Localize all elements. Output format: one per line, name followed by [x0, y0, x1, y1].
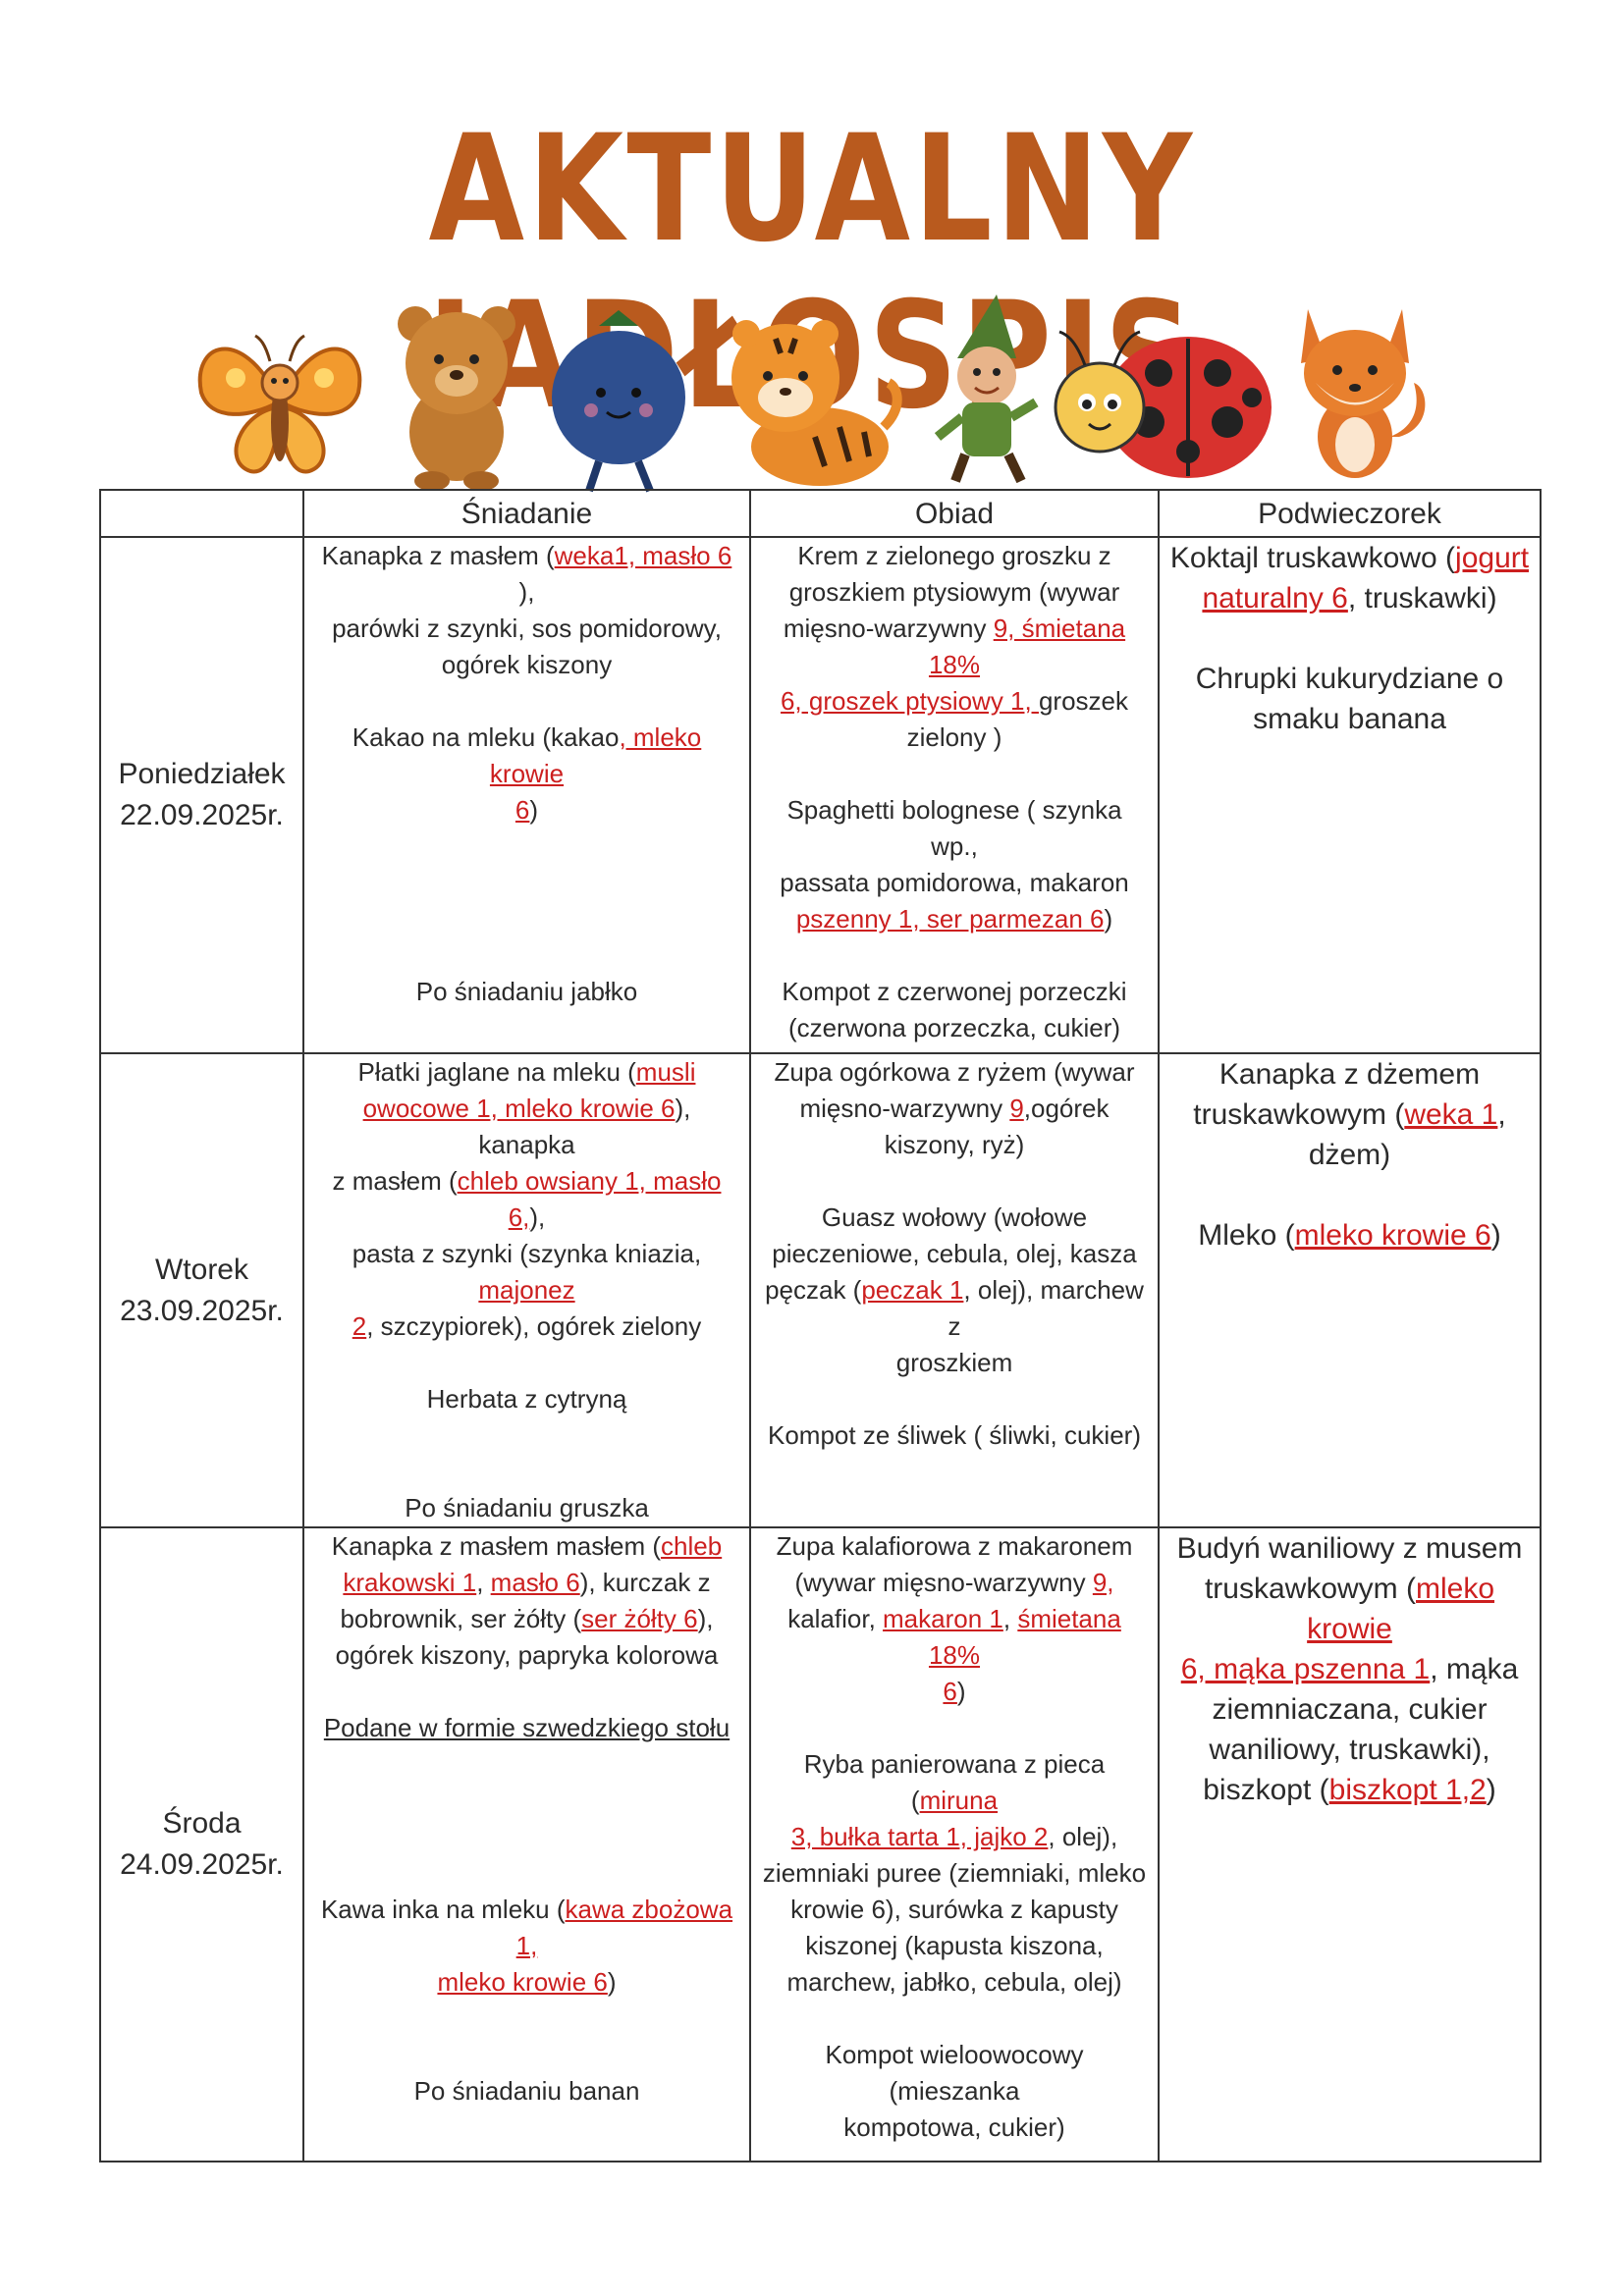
menu-text: , truskawki) [1347, 582, 1497, 614]
menu-text: , mąka [1430, 1653, 1519, 1685]
lunch-cell [750, 1527, 1159, 2162]
menu-text: mięsno-warzywny [783, 614, 994, 643]
allergen-text: 9, [1092, 1568, 1114, 1597]
menu-text: Płatki jaglane na mleku ( [357, 1057, 636, 1087]
menu-text: krowie 6), surówka z kapusty [790, 1895, 1118, 1924]
menu-text: Zupa kalafiorowa z makaronem [776, 1531, 1133, 1561]
menu-text: zielony ) [906, 722, 1002, 752]
menu-text: ), kanapka [478, 1094, 691, 1159]
table-row [100, 537, 1541, 1053]
menu-text: truskawkowym ( [1204, 1573, 1416, 1605]
allergen-text: musli [635, 1057, 696, 1087]
menu-text: ) [1486, 1774, 1496, 1806]
menu-text: ,ogórek [1023, 1094, 1110, 1123]
header-lunch: Obiad [750, 490, 1159, 537]
menu-text: Krem z zielonego groszku z [797, 541, 1111, 570]
menu-text: Kompot wieloowocowy (mieszanka [825, 2040, 1084, 2106]
allergen-text: 6 [943, 1677, 957, 1706]
menu-text: Po śniadaniu banan [413, 2076, 640, 2106]
allergen-text: śmietana 18% [928, 1604, 1121, 1670]
allergen-text: kawa zbożowa 1, [515, 1895, 733, 1960]
butterfly-icon [182, 304, 378, 501]
menu-text: passata pomidorowa, makaron [780, 868, 1129, 897]
menu-text: marchew, jabłko, cebula, olej) [786, 1967, 1122, 1997]
menu-text: kiszony, ryż) [884, 1130, 1025, 1159]
menu-text: Ryba panierowana z pieca ( [803, 1749, 1106, 1815]
blueberry-icon [540, 304, 697, 501]
menu-text: Kompot ze śliwek ( śliwki, cukier) [768, 1420, 1141, 1450]
menu-text: pasta z szynki (szynka kniazia, [352, 1239, 702, 1268]
allergen-text: masło 6 [490, 1568, 580, 1597]
menu-text: z masłem ( [332, 1166, 458, 1196]
menu-text: ) [1104, 904, 1113, 934]
menu-text: ) [529, 795, 539, 825]
menu-text: Spaghetti bolognese ( szynka wp., [786, 795, 1122, 861]
page-title: AKTUALNY [428, 104, 1196, 275]
header-empty-cell [100, 490, 303, 537]
menu-text: dżem) [1308, 1139, 1391, 1171]
menu-text: Budyń waniliowy z musem [1176, 1532, 1523, 1565]
allergen-text: jogurt [1455, 542, 1530, 574]
menu-text: parówki z szynki, sos pomidorowy, [332, 614, 722, 643]
day-name: Środa [162, 1807, 242, 1840]
table-row [100, 1527, 1541, 2162]
menu-text: waniliowy, truskawki), [1209, 1734, 1490, 1766]
menu-text: , [1497, 1098, 1506, 1131]
menu-text: ziemniaczana, cukier [1212, 1693, 1488, 1726]
menu-text: biszkopt ( [1203, 1774, 1329, 1806]
tiger-icon [717, 299, 903, 496]
allergen-text: weka 1 [1404, 1098, 1498, 1131]
menu-text: Kanapka z masłem ( [321, 541, 555, 570]
allergen-text: peczak 1 [861, 1275, 964, 1305]
menu-text: truskawkowym ( [1193, 1098, 1405, 1131]
allergen-text: miruna [919, 1786, 999, 1815]
day-date: 22.09.2025r. [120, 799, 284, 831]
table-row [100, 1053, 1541, 1527]
menu-text: Kanapka z masłem masłem ( [331, 1531, 662, 1561]
allergen-text: biszkopt 1,2 [1328, 1774, 1487, 1806]
header-breakfast: Śniadanie [303, 490, 750, 537]
day-date: 24.09.2025r. [120, 1848, 284, 1881]
serving-note: Podane w formie szwedzkiego stołu [323, 1713, 731, 1742]
day-name: Wtorek [154, 1253, 248, 1286]
menu-text: ), kurczak z [579, 1568, 711, 1597]
allergen-text: pszenny 1, ser parmezan 6 [795, 904, 1105, 934]
menu-text: Zupa ogórkowa z ryżem (wywar [774, 1057, 1135, 1087]
menu-text: Kawa inka na mleku ( [320, 1895, 566, 1924]
menu-text: kalafior, [787, 1604, 884, 1633]
allergen-text: mleko krowie 6 [1294, 1219, 1491, 1252]
menu-text: kiszonej (kapusta kiszona, [805, 1931, 1104, 1960]
allergen-text: krakowski 1 [343, 1568, 477, 1597]
allergen-text: 9, śmietana 18% [928, 614, 1126, 679]
gnome-icon [918, 290, 1056, 486]
menu-text: Kakao na mleku (kakao [352, 722, 620, 752]
menu-text: , szczypiorek), ogórek zielony [366, 1311, 702, 1341]
allergen-text: owocowe 1, mleko krowie 6 [362, 1094, 676, 1123]
allergen-text: chleb [661, 1531, 723, 1561]
breakfast-cell [303, 1053, 750, 1527]
menu-text: (wywar mięsno-warzywny [794, 1568, 1093, 1597]
menu-text: ) [956, 1677, 966, 1706]
menu-text: ) [607, 1967, 617, 1997]
menu-text: Kanapka z dżemem [1218, 1058, 1481, 1091]
mascot-row [0, 285, 1624, 491]
menu-text: bobrownik, ser żółty ( [340, 1604, 582, 1633]
menu-text: pęczak ( [765, 1275, 862, 1305]
table-header-row [100, 490, 1541, 537]
menu-text: Herbata z cytryną [426, 1384, 627, 1414]
menu-text: ogórek kiszony, papryka kolorowa [335, 1640, 719, 1670]
allergen-text: 2 [352, 1311, 367, 1341]
allergen-text: mleko krowie [1307, 1573, 1495, 1645]
allergen-text: majonez [478, 1275, 575, 1305]
allergen-text: chleb owsiany 1, masło 6, [457, 1166, 722, 1232]
day-cell [100, 537, 303, 1053]
menu-text: kompotowa, cukier) [843, 2112, 1065, 2142]
breakfast-cell [303, 1527, 750, 2162]
menu-text: Po śniadaniu gruszka [405, 1493, 649, 1522]
menu-text: Koktajl truskawkowo ( [1169, 542, 1456, 574]
day-date: 23.09.2025r. [120, 1294, 284, 1327]
allergen-text: naturalny 6 [1202, 582, 1348, 614]
menu-text: , [476, 1568, 491, 1597]
menu-text: ziemniaki puree (ziemniaki, mleko [762, 1858, 1147, 1888]
fox-icon [1286, 290, 1434, 486]
allergen-text: 6, groszek ptysiowy 1, [780, 686, 1039, 716]
menu-text: ), [529, 1202, 546, 1232]
lunch-cell [750, 1053, 1159, 1527]
menu-text: , olej), marchew z [947, 1275, 1144, 1341]
menu-text: Kompot z czerwonej porzeczki [782, 977, 1127, 1006]
menu-text: groszkiem [895, 1348, 1013, 1377]
allergen-text: 6, mąka pszenna 1 [1180, 1653, 1431, 1685]
breakfast-cell [303, 537, 750, 1053]
allergen-text: 6 [514, 795, 530, 825]
menu-text: ogórek kiszony [441, 650, 613, 679]
menu-text: , [1002, 1604, 1018, 1633]
snack-cell [1159, 1527, 1541, 2162]
lunch-cell [750, 537, 1159, 1053]
snack-cell [1159, 537, 1541, 1053]
menu-text: , olej), [1048, 1822, 1118, 1851]
menu-text: ) [1490, 1219, 1501, 1252]
allergen-text: makaron 1 [883, 1604, 1003, 1633]
allergen-text: 3, bułka tarta 1, jajko 2 [790, 1822, 1049, 1851]
menu-text: mięsno-warzywny [799, 1094, 1010, 1123]
menu-text: Mleko ( [1198, 1219, 1295, 1252]
allergen-text: weka1, masło 6 [554, 541, 732, 570]
menu-text: groszkiem ptysiowym (wywar [788, 577, 1120, 607]
menu-text: ), [518, 577, 535, 607]
menu-text: (czerwona porzeczka, cukier) [787, 1013, 1121, 1042]
ladybug-icon [1046, 304, 1281, 501]
menu-text: groszek [1038, 686, 1129, 716]
menu-text: ), [697, 1604, 714, 1633]
allergen-text: , mleko krowie [489, 722, 702, 788]
allergen-text: mleko krowie 6 [437, 1967, 608, 1997]
menu-text: Po śniadaniu jabłko [415, 977, 638, 1006]
menu-text: smaku banana [1253, 703, 1446, 735]
day-cell [100, 1053, 303, 1527]
snack-cell [1159, 1053, 1541, 1527]
allergen-text: ser żółty 6 [581, 1604, 698, 1633]
menu-table [99, 489, 1542, 2163]
day-name: Poniedziałek [118, 758, 286, 790]
bear-icon [378, 294, 535, 491]
menu-text: Chrupki kukurydziane o [1195, 663, 1504, 695]
allergen-text: 9 [1009, 1094, 1024, 1123]
day-cell [100, 1527, 303, 2162]
menu-text: pieczeniowe, cebula, olej, kasza [772, 1239, 1137, 1268]
header-snack: Podwieczorek [1159, 490, 1541, 537]
menu-text: Guasz wołowy (wołowe [821, 1202, 1088, 1232]
